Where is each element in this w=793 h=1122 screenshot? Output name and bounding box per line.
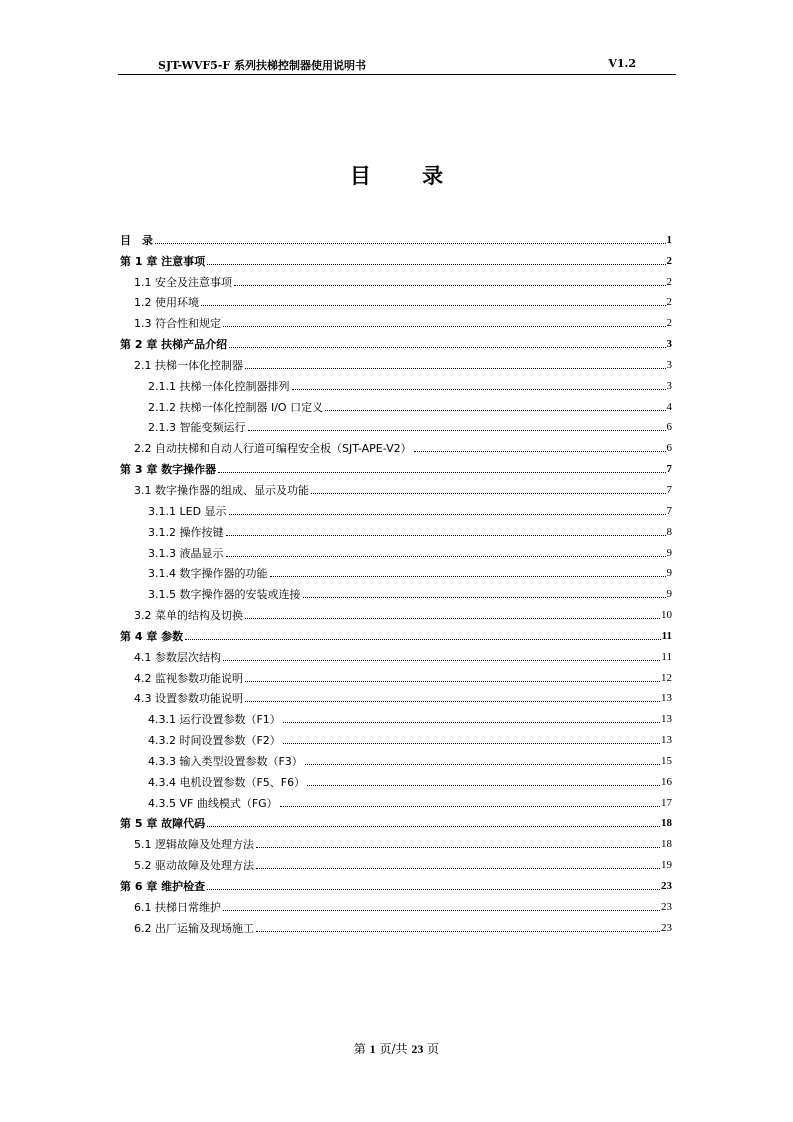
toc-entry-label: 5.1 逻辑故障及处理方法 — [134, 838, 254, 852]
toc-dot-leader — [283, 743, 660, 744]
toc-dot-leader — [207, 264, 665, 265]
toc-entry-page: 3 — [666, 338, 672, 351]
toc-dot-leader — [414, 451, 666, 452]
toc-entry-page: 7 — [666, 463, 672, 476]
toc-entry-page: 6 — [666, 421, 672, 434]
toc-entry-label: 第 1 章 注意事项 — [120, 254, 206, 268]
toc-entry-page: 19 — [661, 859, 672, 872]
toc-entry-label: 1.3 符合性和规定 — [134, 317, 221, 331]
footer-prefix: 第 — [353, 1042, 366, 1056]
toc-dot-leader — [256, 868, 660, 869]
toc-entry-label: 第 2 章 扶梯产品介绍 — [120, 338, 228, 352]
toc-entry-page: 10 — [661, 609, 672, 622]
toc-entry[interactable] — [120, 309, 672, 330]
toc-entry-label: 4.3.2 时间设置参数（F2） — [148, 734, 281, 748]
footer-suffix: 页 — [427, 1042, 440, 1056]
toc-entry-label: 6.1 扶梯日常维护 — [134, 900, 221, 914]
toc-dot-leader — [292, 389, 666, 390]
toc-entry[interactable] — [120, 351, 672, 372]
toc-entry[interactable] — [120, 247, 672, 268]
toc-dot-leader — [226, 556, 666, 557]
toc-entry-page: 13 — [661, 713, 672, 726]
toc-entry-page: 13 — [661, 734, 672, 747]
footer-total-pages: 23 — [411, 1042, 424, 1056]
toc-entry-page: 6 — [666, 442, 672, 455]
toc-entry-page: 9 — [666, 546, 672, 559]
document-title: SJT-WVF5-F 系列扶梯控制器使用说明书 — [158, 59, 367, 72]
toc-dot-leader — [248, 430, 666, 431]
toc-entry-page: 1 — [666, 233, 672, 246]
toc-entry-label: 第 6 章 维护检查 — [120, 880, 206, 893]
toc-entry-label: 2.2 自动扶梯和自动人行道可编程安全板（SJT-APE-V2） — [134, 442, 412, 456]
toc-entry-page: 3 — [666, 358, 672, 371]
toc-entry[interactable] — [120, 393, 672, 414]
toc-entry-label: 2.1.1 扶梯一体化控制器排列 — [148, 379, 290, 393]
toc-entry-page: 3 — [666, 379, 672, 392]
toc-dot-leader — [223, 326, 666, 327]
toc-dot-leader — [283, 722, 660, 723]
toc-entry-label: 4.3.1 运行设置参数（F1） — [148, 713, 281, 727]
toc-entry[interactable] — [120, 434, 672, 455]
toc-entry[interactable] — [120, 705, 672, 726]
toc-entry-page: 18 — [661, 817, 672, 830]
toc-entry[interactable] — [120, 872, 672, 893]
toc-dot-leader — [311, 493, 666, 494]
toc-entry-label: 4.2 监视参数功能说明 — [134, 671, 243, 685]
toc-entry[interactable] — [120, 497, 672, 518]
toc-dot-leader — [280, 806, 660, 807]
table-of-contents — [120, 226, 672, 935]
toc-dot-leader — [229, 347, 665, 348]
toc-entry[interactable] — [120, 518, 672, 539]
toc-entry-label: 2.1.2 扶梯一体化控制器 I/O 口定义 — [148, 400, 324, 414]
toc-entry-page: 9 — [666, 588, 672, 601]
toc-entry-label: 4.3.4 电机设置参数（F5、F6） — [148, 775, 306, 789]
toc-dot-leader — [229, 514, 666, 515]
toc-entry[interactable] — [120, 580, 672, 601]
toc-entry-label: 3.1.1 LED 显示 — [148, 504, 227, 518]
toc-entry-page: 7 — [666, 504, 672, 517]
toc-entry-page: 2 — [666, 296, 672, 309]
document-version: V1.2 — [608, 57, 636, 70]
toc-entry-page: 23 — [661, 900, 672, 913]
toc-entry-page: 15 — [661, 754, 672, 767]
toc-entry-label: 4.3 设置参数功能说明 — [134, 692, 243, 706]
toc-entry-label: 3.1.2 操作按键 — [148, 525, 224, 539]
toc-entry[interactable] — [120, 330, 672, 351]
toc-entry-label: 第 3 章 数字操作器 — [120, 463, 217, 477]
toc-entry[interactable] — [120, 289, 672, 310]
toc-entry[interactable] — [120, 914, 672, 935]
toc-dot-leader — [245, 681, 660, 682]
toc-entry-label: 3.1 数字操作器的组成、显示及功能 — [134, 483, 309, 497]
toc-dot-leader — [256, 931, 660, 932]
toc-entry[interactable] — [120, 643, 672, 664]
toc-entry-page: 9 — [666, 567, 672, 580]
toc-entry-label: 2.1.3 智能变频运行 — [148, 421, 246, 435]
page-header — [118, 54, 676, 75]
toc-entry-label: 3.2 菜单的结构及切换 — [134, 609, 243, 623]
toc-dot-leader — [303, 597, 666, 598]
toc-entry[interactable] — [120, 726, 672, 747]
toc-entry-page: 2 — [666, 275, 672, 288]
toc-entry-page: 17 — [661, 796, 672, 809]
toc-entry[interactable] — [120, 414, 672, 435]
toc-entry-label: 2.1 扶梯一体化控制器 — [134, 358, 243, 372]
toc-dot-leader — [245, 701, 660, 702]
toc-entry-page: 4 — [666, 400, 672, 413]
toc-entry[interactable] — [120, 372, 672, 393]
toc-entry[interactable] — [120, 539, 672, 560]
toc-entry-page: 12 — [661, 671, 672, 684]
toc-entry[interactable] — [120, 747, 672, 768]
footer-current-page: 1 — [369, 1042, 376, 1056]
toc-entry-label: 第 5 章 故障代码 — [120, 817, 206, 831]
toc-entry-page: 23 — [661, 880, 672, 892]
toc-entry-label: 4.3.5 VF 曲线模式（FG） — [148, 796, 278, 810]
toc-entry-page: 2 — [666, 254, 672, 267]
toc-entry[interactable] — [120, 685, 672, 706]
toc-entry[interactable] — [120, 622, 672, 643]
toc-entry-label: 3.1.3 液晶显示 — [148, 546, 224, 560]
toc-entry[interactable] — [120, 455, 672, 476]
toc-entry-label: 6.2 出厂运输及现场施工 — [134, 921, 254, 935]
footer-middle: 页/共 — [379, 1042, 408, 1056]
toc-heading: 目 录 — [349, 164, 466, 188]
toc-entry[interactable] — [120, 560, 672, 581]
toc-dot-leader — [207, 826, 660, 827]
toc-entry-page: 8 — [666, 525, 672, 538]
toc-entry-page: 2 — [666, 317, 672, 330]
toc-dot-leader — [223, 660, 660, 661]
toc-entry-page: 18 — [661, 838, 672, 851]
toc-dot-leader — [207, 889, 660, 890]
toc-entry-label: 4.3.3 输入类型设置参数（F3） — [148, 754, 303, 768]
toc-entry[interactable] — [120, 851, 672, 872]
toc-entry[interactable] — [120, 601, 672, 622]
toc-dot-leader — [223, 910, 660, 911]
toc-entry[interactable] — [120, 268, 672, 289]
toc-dot-leader — [305, 764, 660, 765]
toc-entry-label: 5.2 驱动故障及处理方法 — [134, 859, 254, 873]
toc-dot-leader — [256, 847, 660, 848]
toc-dot-leader — [307, 785, 660, 786]
toc-entry-label: 第 4 章 参数 — [120, 629, 184, 643]
toc-dot-leader — [201, 305, 666, 306]
toc-dot-leader — [270, 576, 666, 577]
page-footer — [0, 1040, 793, 1057]
toc-dot-leader — [226, 535, 666, 536]
toc-dot-leader — [185, 639, 660, 640]
toc-dot-leader — [245, 618, 660, 619]
toc-entry-page: 11 — [661, 650, 672, 663]
toc-dot-leader — [234, 285, 666, 286]
toc-entry[interactable] — [120, 893, 672, 914]
toc-entry[interactable] — [120, 664, 672, 685]
toc-entry-page: 13 — [661, 692, 672, 705]
toc-entry-label: 3.1.5 数字操作器的安装或连接 — [148, 588, 301, 602]
toc-dot-leader — [325, 410, 665, 411]
toc-entry[interactable] — [120, 226, 672, 247]
toc-entry-page: 16 — [661, 775, 672, 788]
toc-entry[interactable] — [120, 789, 672, 810]
toc-entry[interactable] — [120, 768, 672, 789]
toc-entry[interactable] — [120, 830, 672, 851]
toc-entry-label: 1.1 安全及注意事项 — [134, 275, 232, 289]
toc-entry[interactable] — [120, 476, 672, 497]
toc-entry-label: 3.1.4 数字操作器的功能 — [148, 567, 268, 581]
toc-dot-leader — [155, 243, 666, 244]
toc-entry-label: 目 录 — [120, 233, 153, 247]
toc-entry-page: 11 — [661, 629, 672, 642]
toc-dot-leader — [218, 472, 665, 473]
toc-dot-leader — [245, 368, 666, 369]
toc-entry-page: 23 — [661, 921, 672, 934]
toc-entry[interactable] — [120, 810, 672, 831]
toc-entry-label: 1.2 使用环境 — [134, 296, 199, 310]
toc-entry-page: 7 — [666, 483, 672, 496]
toc-entry-label: 4.1 参数层次结构 — [134, 650, 221, 664]
